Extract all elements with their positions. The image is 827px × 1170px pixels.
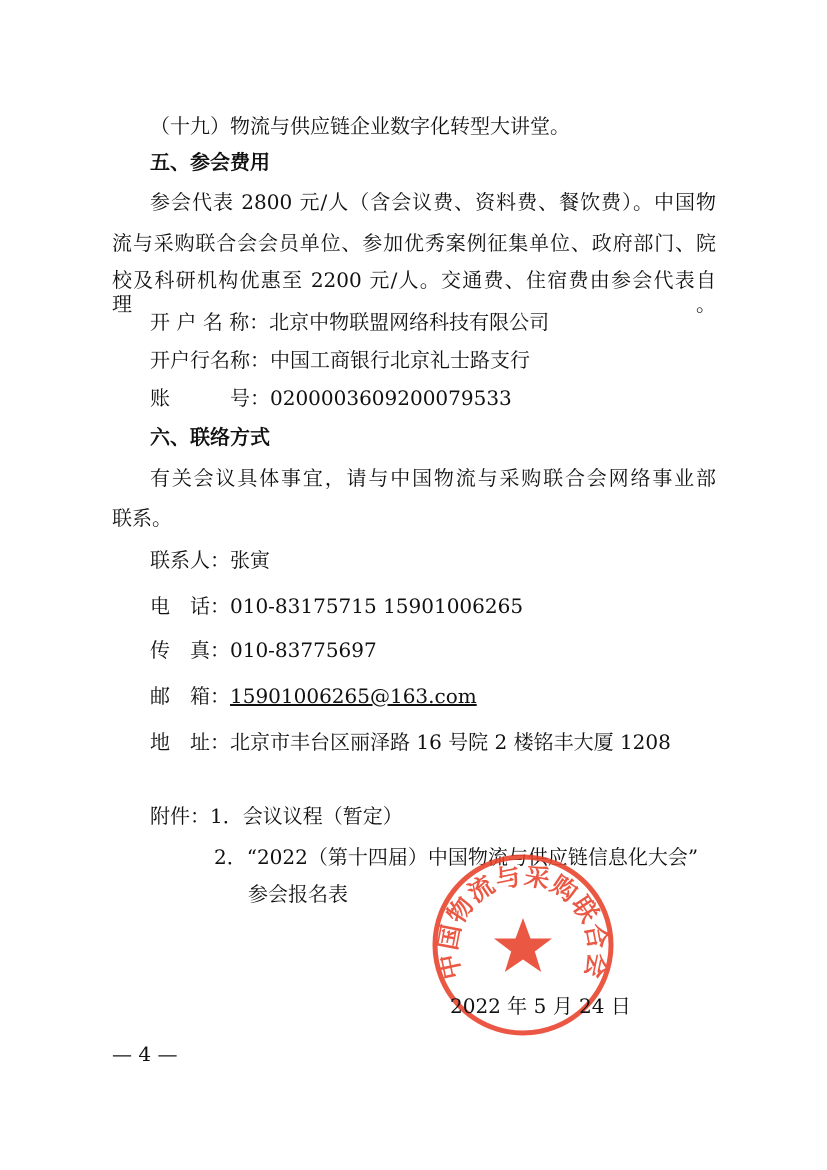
seal-star-icon [494,918,552,972]
email-link[interactable]: 15901006265@163.com [230,684,477,708]
contact-address: 地 址：北京市丰台区丽泽路 16 号院 2 楼铭丰大厦 1208 [150,730,671,754]
contact-phone: 电 话：010-83175715 15901006265 [150,594,524,618]
account-name: 开 户 名 称：北京中物联盟网络科技有限公司 [150,310,550,334]
fee-line-2: 流与采购联合会会员单位、参加优秀案例征集单位、政府部门、院 [112,231,716,255]
contact-fax: 传 真：010-83775697 [150,638,377,662]
contact-desc-line-2: 联系。 [112,506,172,530]
account-number [150,386,512,410]
attachment-2: 2．“2022（第十四届）中国物流与供应链信息化大会” [214,845,699,869]
contact-email [150,684,477,708]
attachment-2-continued: 参会报名表 [248,882,348,906]
page-number: — 4 — [112,1042,178,1066]
attachment-1: 附件：1．会议议程（暂定） [150,804,403,828]
item-19: （十九）物流与供应链企业数字化转型大讲堂。 [150,114,570,138]
email-label: 邮 箱： [150,684,230,708]
contact-desc-line-1: 有关会议具体事宜，请与中国物流与采购联合会网络事业部 [150,466,716,490]
document-date: 2022 年 5 月 24 日 [450,994,631,1018]
account-number-label: 账 号： [150,386,270,410]
section-5-heading: 五、参会费用 [150,150,270,174]
fee-line-3: 校及科研机构优惠至 2200 元/人。交通费、住宿费由参会代表自理。 [112,268,716,316]
bank-name: 开户行名称：中国工商银行北京礼士路支行 [150,348,530,372]
account-number-value: 0200003609200079533 [270,386,512,410]
contact-person: 联系人：张寅 [150,548,270,572]
seal-text: 中国物流与采购联合会 [433,860,613,982]
fee-line-1: 参会代表 2800 元/人（含会议费、资料费、餐饮费）。中国物 [150,190,716,214]
section-6-heading: 六、联络方式 [150,425,270,449]
